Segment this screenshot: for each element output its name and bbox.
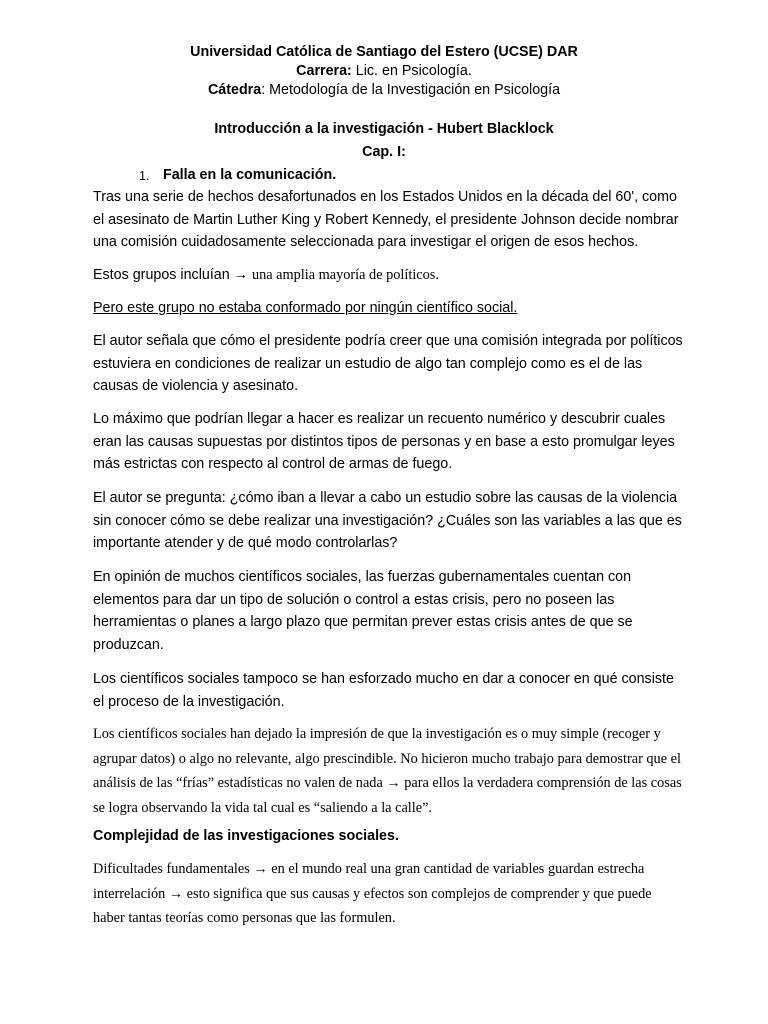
paragraph: En opinión de muchos científicos sociales, las fuerzas gubernamentales cuentan con elementos para dar un tipo de solución o control a estas crisis, pero no poseen las herramientas o planes a largo plazo que permitan prever estas crisis antes de que se produzcan. bbox=[93, 569, 633, 653]
university-name: Universidad Católica de Santiago del Estero (UCSE) DAR bbox=[190, 44, 578, 60]
paragraph: El autor señala que cómo el presidente podría creer que una comisión integrada por políticos estuviera en condiciones de realizar un estudio de algo tan complejo como es el de las causas de violencia y asesinato. bbox=[93, 333, 683, 394]
paragraph-emphasis: una amplia mayoría de políticos. bbox=[251, 267, 439, 283]
paragraph: Dificultades fundamentales → en el mundo real una gran cantidad de variables guardan estrecha interrelación → esto significa que sus causas y efectos son complejos de comprender y que puede haber tantas teorías como personas que las formulen. bbox=[93, 861, 652, 926]
section-2-heading: Complejidad de las investigaciones sociales. bbox=[93, 828, 399, 844]
career-value: Lic. en Psicología. bbox=[351, 63, 472, 79]
document-title: Introducción a la investigación - Hubert Blacklock bbox=[214, 121, 554, 137]
paragraph: Tras una serie de hechos desafortunados en los Estados Unidos en la década del 60', como el asesinato de Martin Luther King y Robert Kennedy, el presidente Johnson decide nombrar una comisión cuidadosamente seleccionada para investigar el origen de esos hechos. bbox=[93, 189, 679, 250]
chair-value: : Metodología de la Investigación en Psicología bbox=[261, 82, 561, 98]
chapter-heading: Cap. I: bbox=[362, 144, 406, 160]
paragraph bbox=[93, 264, 683, 287]
career-line bbox=[0, 62, 768, 81]
chair-label: Cátedra bbox=[207, 82, 262, 98]
list-number: 1. bbox=[139, 169, 150, 183]
paragraph: El autor se pregunta: ¿cómo iban a llevar a cabo un estudio sobre las causas de la violencia sin conocer cómo se debe realizar una investigación? ¿Cuáles son las variables a las que es importante atender y de qué modo controlarlas? bbox=[93, 490, 682, 551]
career-label: Carrera: bbox=[296, 63, 352, 79]
paragraph: Los científicos sociales han dejado la impresión de que la investigación es o muy simple (recoger y agrupar datos) o algo no relevante, algo prescindible. No hicieron mucho trabajo para demostrar que el análisis de las “frías” estadísticas no valen de nada → para ellos la verdadera comprensión de las cosas se logra observando la vida tal cual es “saliendo a la calle”. bbox=[93, 726, 682, 816]
paragraph: Lo máximo que podrían llegar a hacer es realizar un recuento numérico y descubrir cuales eran las causas supuestas por distintos tipos de personas y en base a esto promulgar leyes más estrictas con respecto al control de armas de fuego. bbox=[93, 411, 675, 472]
chair-line bbox=[0, 81, 768, 100]
underlined-statement: Pero este grupo no estaba conformado por ningún científico social. bbox=[93, 300, 518, 316]
section-1-title: Falla en la comunicación. bbox=[163, 167, 337, 183]
paragraph-lead: Estos grupos incluían → bbox=[93, 267, 252, 283]
paragraph: Los científicos sociales tampoco se han esforzado mucho en dar a conocer en qué consiste el proceso de la investigación. bbox=[93, 671, 674, 710]
